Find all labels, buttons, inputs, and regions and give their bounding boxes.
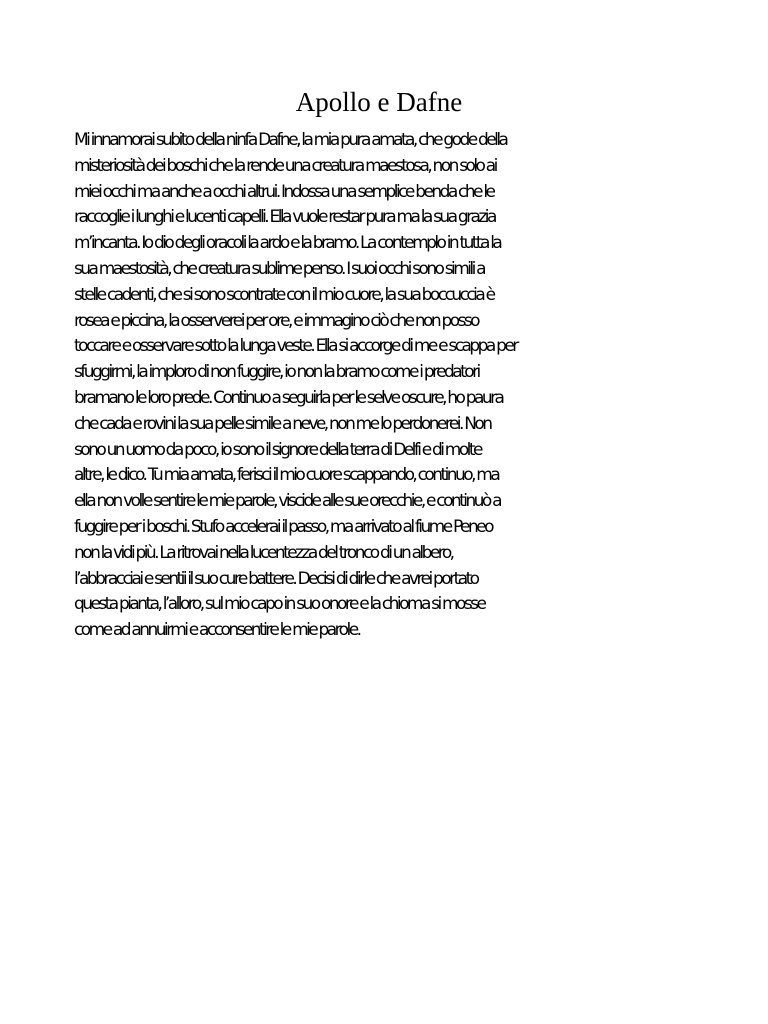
body-line: fuggire per i boschi. Stufo accelerai il passo, ma arrivato al fiume Peneo (74, 516, 492, 537)
body-line: altre, le dico. Tu mia amata, ferisci il mio cuore scappando, continuo, ma (74, 465, 499, 486)
body-line: stelle cadenti, che si sono scontrate con il mio cuore, la sua boccuccia è (74, 284, 494, 305)
body-line: toccare e osservare sotto la lunga veste. Ella si accorge di me e scappa per (74, 336, 517, 357)
body-line: bramano le loro prede. Continuo a seguirla per le selve oscure, ho paura (74, 387, 503, 408)
body-line: ella non volle sentire le mie parole, viscide alle sue orecchie, e continuò a (74, 491, 500, 512)
body-line: sono un uomo da poco, io sono il signore della terra di Delfi e di molte (74, 439, 481, 460)
body-line: rosea e piccina, la osserverei per ore, e immagino ciò che non posso (74, 310, 479, 331)
body-line: m’incanta. Io dio degli oracoli la ardo e la bramo. La contemplo in tutta la (74, 233, 501, 254)
body-line: non la vidi più. La ritrovai nella lucentezza del tronco di un albero, (74, 542, 453, 563)
body-line: misteriosità dei boschi che la rende una creatura maestosa, non solo ai (74, 155, 496, 176)
body-line: raccoglie i lunghi e lucenti capelli. Ella vuole restar pura ma la sua grazia (74, 207, 495, 228)
body-line: come ad annuirmi e acconsentire le mie parole. (74, 620, 360, 641)
body-line: miei occhi ma anche a occhi altrui. Indossa una semplice benda che le (74, 181, 494, 202)
body-line: questa pianta, l’alloro, sul mio capo in suo onore e la chioma si mosse (74, 594, 485, 615)
body-line: sfuggirmi, la imploro di non fuggire, io non la bramo come i predatori (74, 362, 479, 383)
body-line: sua maestosità, che creatura sublime penso. I suoi occhi sono simili a (74, 258, 484, 279)
document-body (74, 128, 714, 644)
document-title: Apollo e Dafne (295, 87, 463, 117)
body-line: l’abbracciai e sentii il suo cure battere. Decisi di dirle che avrei portato (74, 568, 478, 589)
body-line: Mi innamorai subito della ninfa Dafne, la mia pura amata, che gode della (74, 130, 507, 150)
body-line: che cada e rovini la sua pelle simile a neve, non me lo perdonerei. Non (74, 413, 491, 434)
